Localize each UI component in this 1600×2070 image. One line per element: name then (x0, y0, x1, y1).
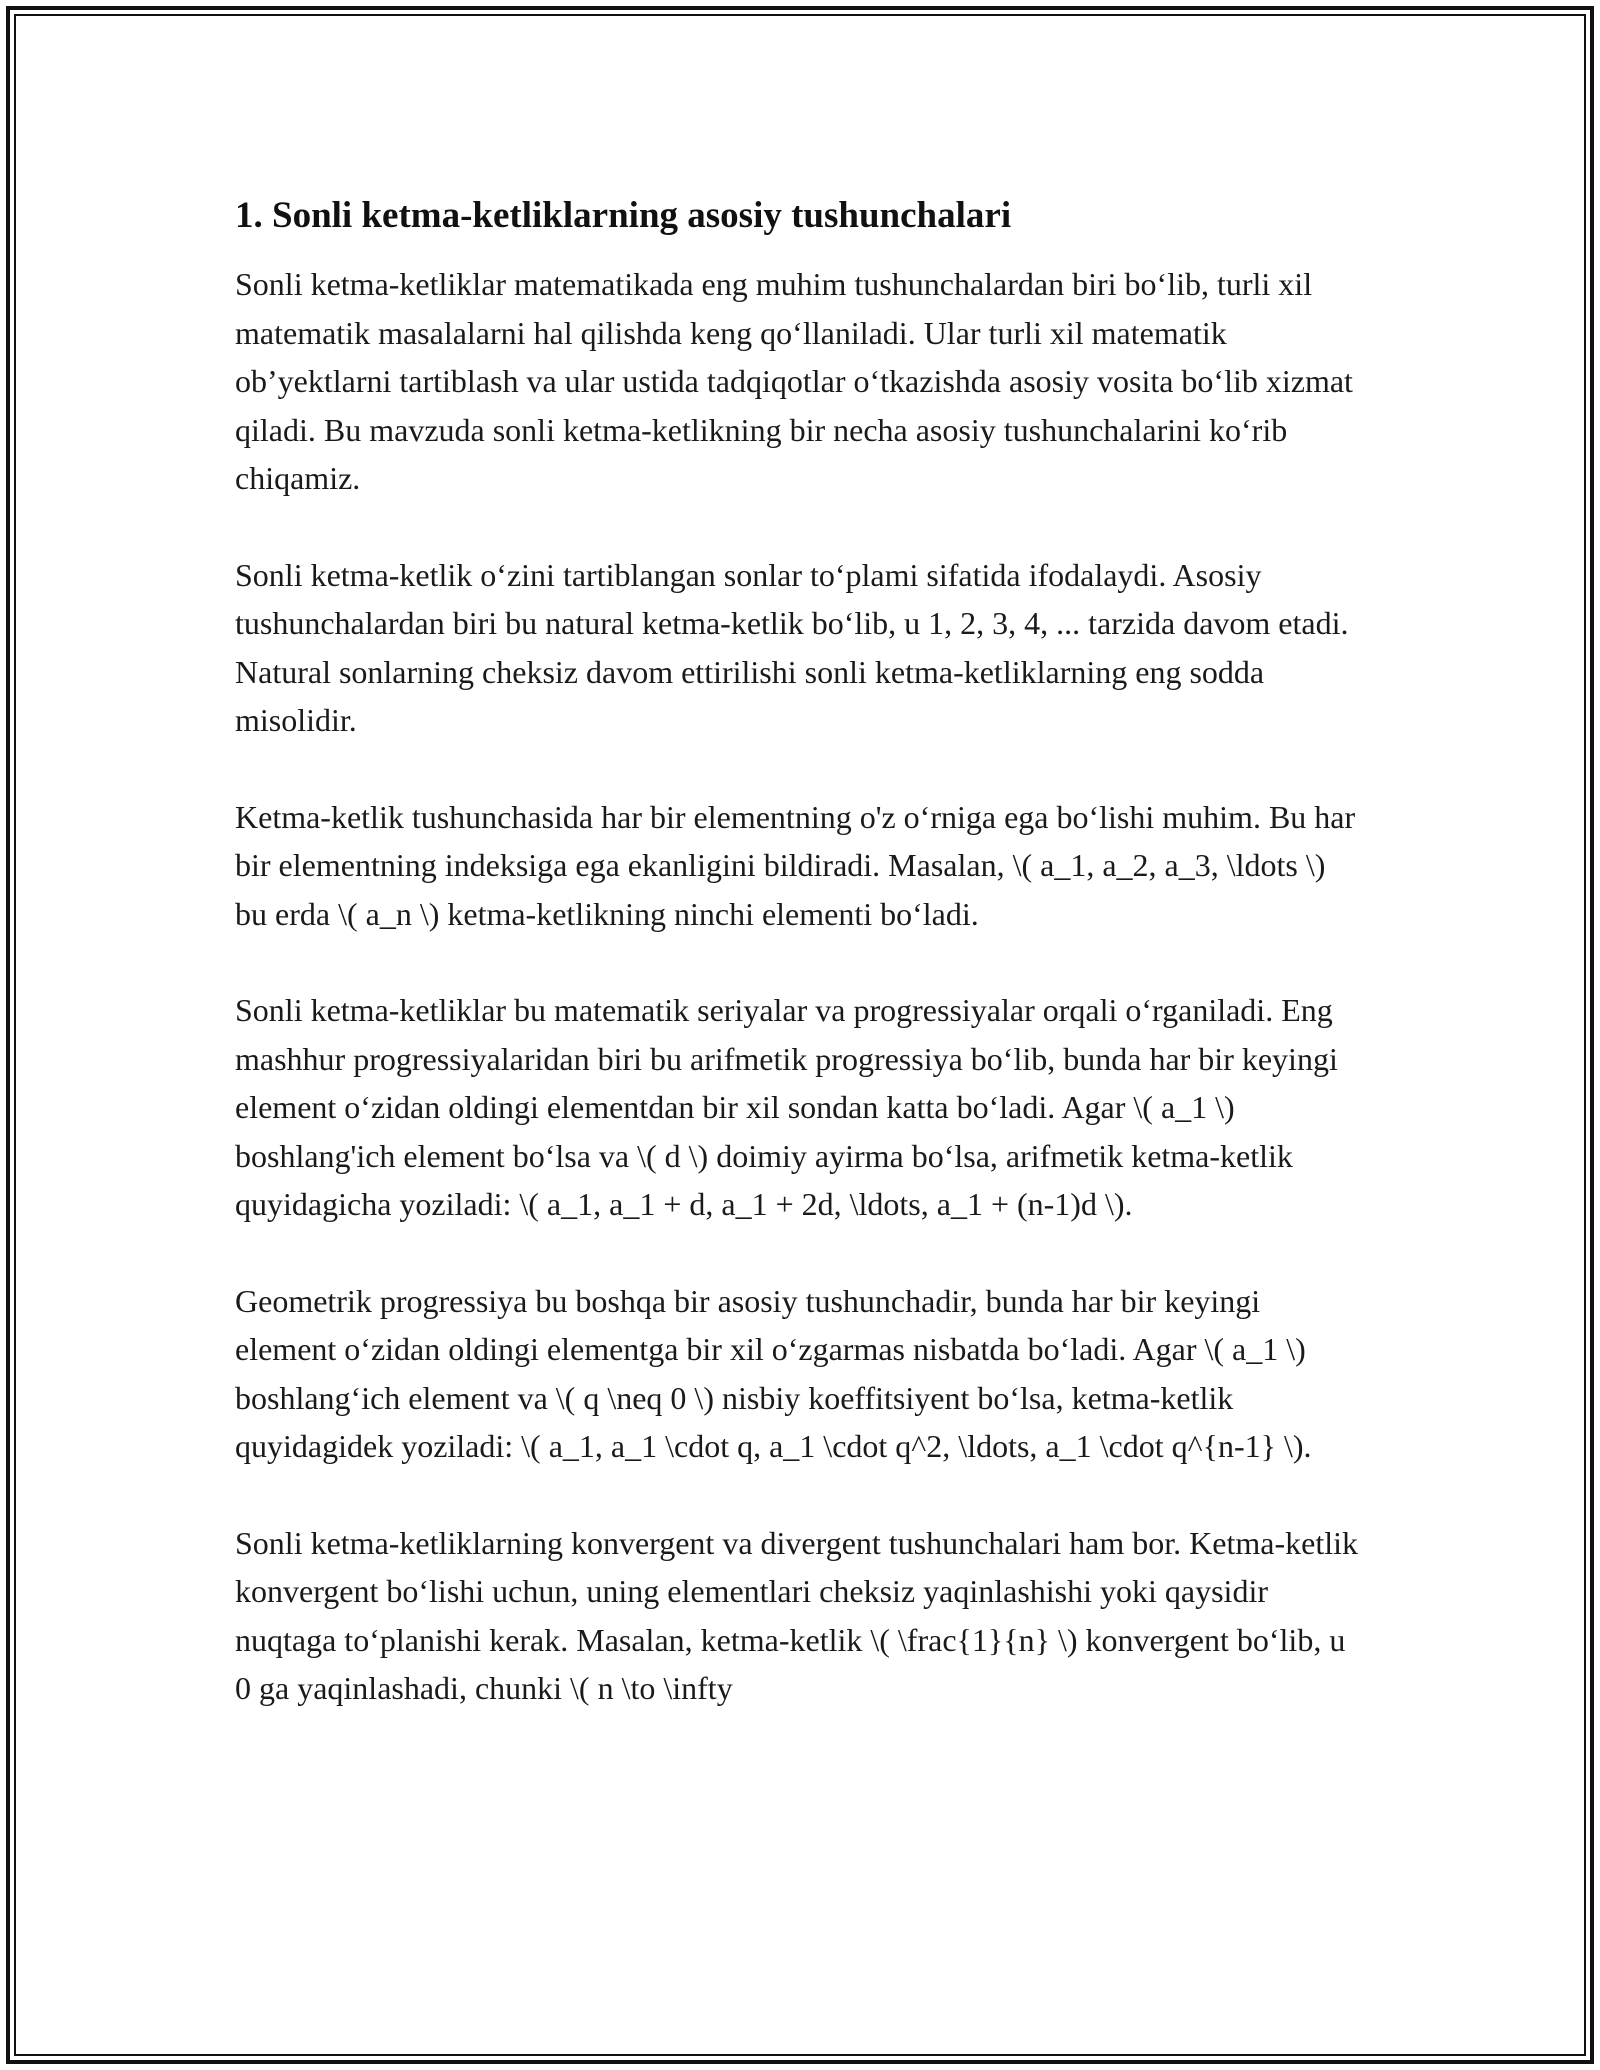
paragraph-natural-sequence: Sonli ketma-ketlik o‘zini tartiblangan sonlar to‘plami sifatida ifodalaydi. Asosiy tushunchalardan biri bu natural ketma-ketlik bo‘lib, u 1, 2, 3, 4, ... tarzida davom etadi. Natural sonlarning cheksiz davom ettirilishi sonli ketma-ketliklarning eng sodda misolidir. (235, 556, 1349, 738)
paragraph-intro: Sonli ketma-ketliklar matematikada eng muhim tushunchalardan biri bo‘lib, turli xil matematik masalalarni hal qilishda keng qo‘llaniladi. Ular turli xil matematik ob’yektlarni tartiblash va ular ustida tadqiqotlar o‘tkazishda asosiy vosita bo‘lib xizmat qiladi. Bu mavzuda sonli ketma-ketlikning bir necha asosiy tushunchalarini ko‘rib chiqamiz. (235, 266, 1353, 496)
document-body (235, 190, 1365, 1713)
paragraph-geometric-progression: Geometrik progressiya bu boshqa bir asosiy tushunchadir, bunda har bir keyingi element o‘zidan oldingi elementga bir xil o‘zgarmas nisbatda bo‘ladi. Agar \( a_1 \) boshlang‘ich element va \( q \neq 0 \) nisbiy koeffitsiyent bo‘lsa, ketma-ketlik quyidagidek yoziladi: \( a_1, a_1 \cdot q, a_1 \cdot q^2, \ldots, a_1 \cdot q^{n-1} \). (235, 1282, 1312, 1464)
section-heading: 1. Sonli ketma-ketliklarning asosiy tushunchalari (235, 195, 1012, 236)
paragraph-indexing: Ketma-ketlik tushunchasida har bir elementning o'z o‘rniga ega bo‘lishi muhim. Bu har bir elementning indeksiga ega ekanligini bildiradi. Masalan, \( a_1, a_2, a_3, \ldots \) bu erda \( a_n \) ketma-ketlikning ninchi elementi bo‘ladi. (235, 798, 1356, 932)
paragraph-convergence: Sonli ketma-ketliklarning konvergent va divergent tushunchalari ham bor. Ketma-ketlik konvergent bo‘lishi uchun, uning elementlari cheksiz yaqinlashishi yoki qaysidir nuqtaga to‘planishi kerak. Masalan, ketma-ketlik \( \frac{1}{n} \) konvergent bo‘lib, u 0 ga yaqinlashadi, chunki \( n \to \infty (235, 1524, 1358, 1706)
paragraph-arithmetic-progression: Sonli ketma-ketliklar bu matematik seriyalar va progressiyalar orqali o‘rganiladi. Eng mashhur progressiyalaridan biri bu arifmetik progressiya bo‘lib, bunda har bir keyingi element o‘zidan oldingi elementdan bir xil sondan katta bo‘ladi. Agar \( a_1 \) boshlang'ich element bo‘lsa va \( d \) doimiy ayirma bo‘lsa, arifmetik ketma-ketlik quyidagicha yoziladi: \( a_1, a_1 + d, a_1 + 2d, \ldots, a_1 + (n-1)d \). (235, 992, 1338, 1222)
